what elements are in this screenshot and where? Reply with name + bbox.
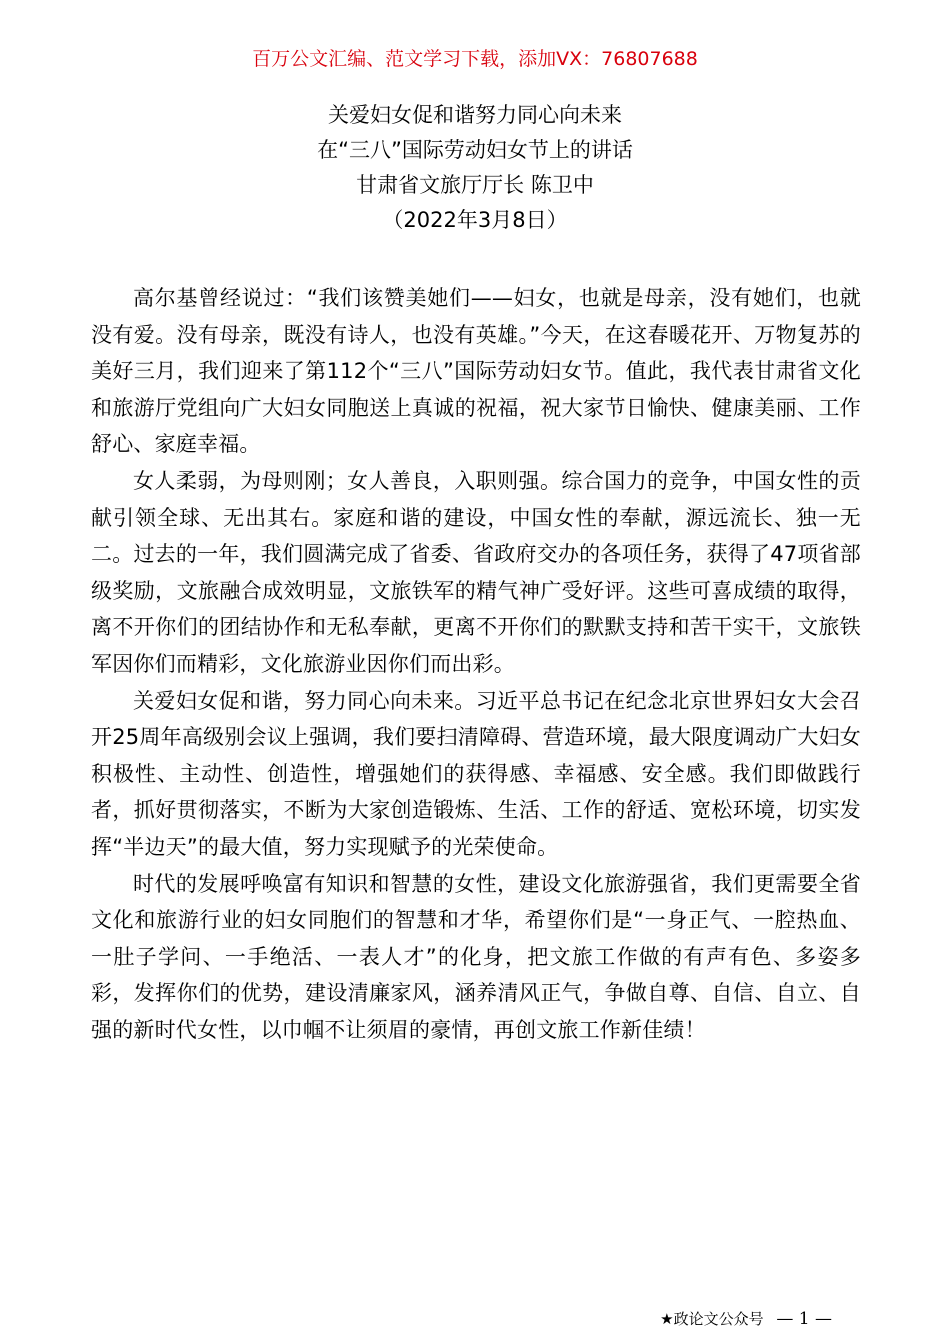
document-subtitle: 在“三八”国际劳动妇女节上的讲话 [317,138,633,162]
paragraph-4: 时代的发展呼唤富有知识和智慧的女性，建设文化旅游强省，我们更需要全省文化和旅游行业的妇女同胞们的智慧和才华，希望你们是“一身正气、一腔热血、一肚子学问、一手绝活、一表人才”的化身，把文旅工作做的有声有色、多姿多彩，发挥你们的优势，建设清廉家风，涵养清风正气，争做自尊、自信、自立、自强的新时代女性，以巾帼不让须眉的豪情，再创文旅工作新佳绩！ [91,871,861,1042]
document-date: （2022年3月8日） [382,208,568,232]
document-author: 甘肃省文旅厅厅长 陈卫中 [356,173,594,197]
footer-source: ★政论文公众号 [660,1310,764,1328]
page-number: — 1 — [776,1309,832,1329]
document-title-block [0,98,950,238]
paragraph-1: 高尔基曾经说过：“我们该赞美她们——妇女，也就是母亲，没有她们，也就没有爱。没有母亲，既没有诗人，也没有英雄。”今天，在这春暖花开、万物复苏的美好三月，我们迎来了第112个“三八”国际劳动妇女节。值此，我代表甘肃省文化和旅游厅党组向广大妇女同胞送上真诚的祝福，祝大家节日愉快、健康美丽、工作舒心、家庭幸福。 [91,286,861,457]
download-banner: 百万公文汇编、范文学习下载，添加VX：76807688 [252,48,698,70]
page-footer [660,1308,832,1330]
paragraph-3: 关爱妇女促和谐，努力同心向未来。习近平总书记在纪念北京世界妇女大会召开25周年高级别会议上强调，我们要扫清障碍、营造环境，最大限度调动广大妇女积极性、主动性、创造性，增强她们的获得感、幸福感、安全感。我们即做践行者，抓好贯彻落实，不断为大家创造锻炼、生活、工作的舒适、宽松环境，切实发挥“半边天”的最大值，努力实现赋予的光荣使命。 [91,688,861,859]
speech-body [91,280,861,1048]
document-title: 关爱妇女促和谐努力同心向未来 [328,103,622,127]
paragraph-2: 女人柔弱，为母则刚；女人善良，入职则强。综合国力的竞争，中国女性的贡献引领全球、无出其右。家庭和谐的建设，中国女性的奉献，源远流长、独一无二。过去的一年，我们圆满完成了省委、省政府交办的各项任务，获得了47项省部级奖励，文旅融合成效明显，文旅铁军的精气神广受好评。这些可喜成绩的取得，离不开你们的团结协作和无私奉献，更离不开你们的默默支持和苦干实干，文旅铁军因你们而精彩，文化旅游业因你们而出彩。 [91,468,861,676]
